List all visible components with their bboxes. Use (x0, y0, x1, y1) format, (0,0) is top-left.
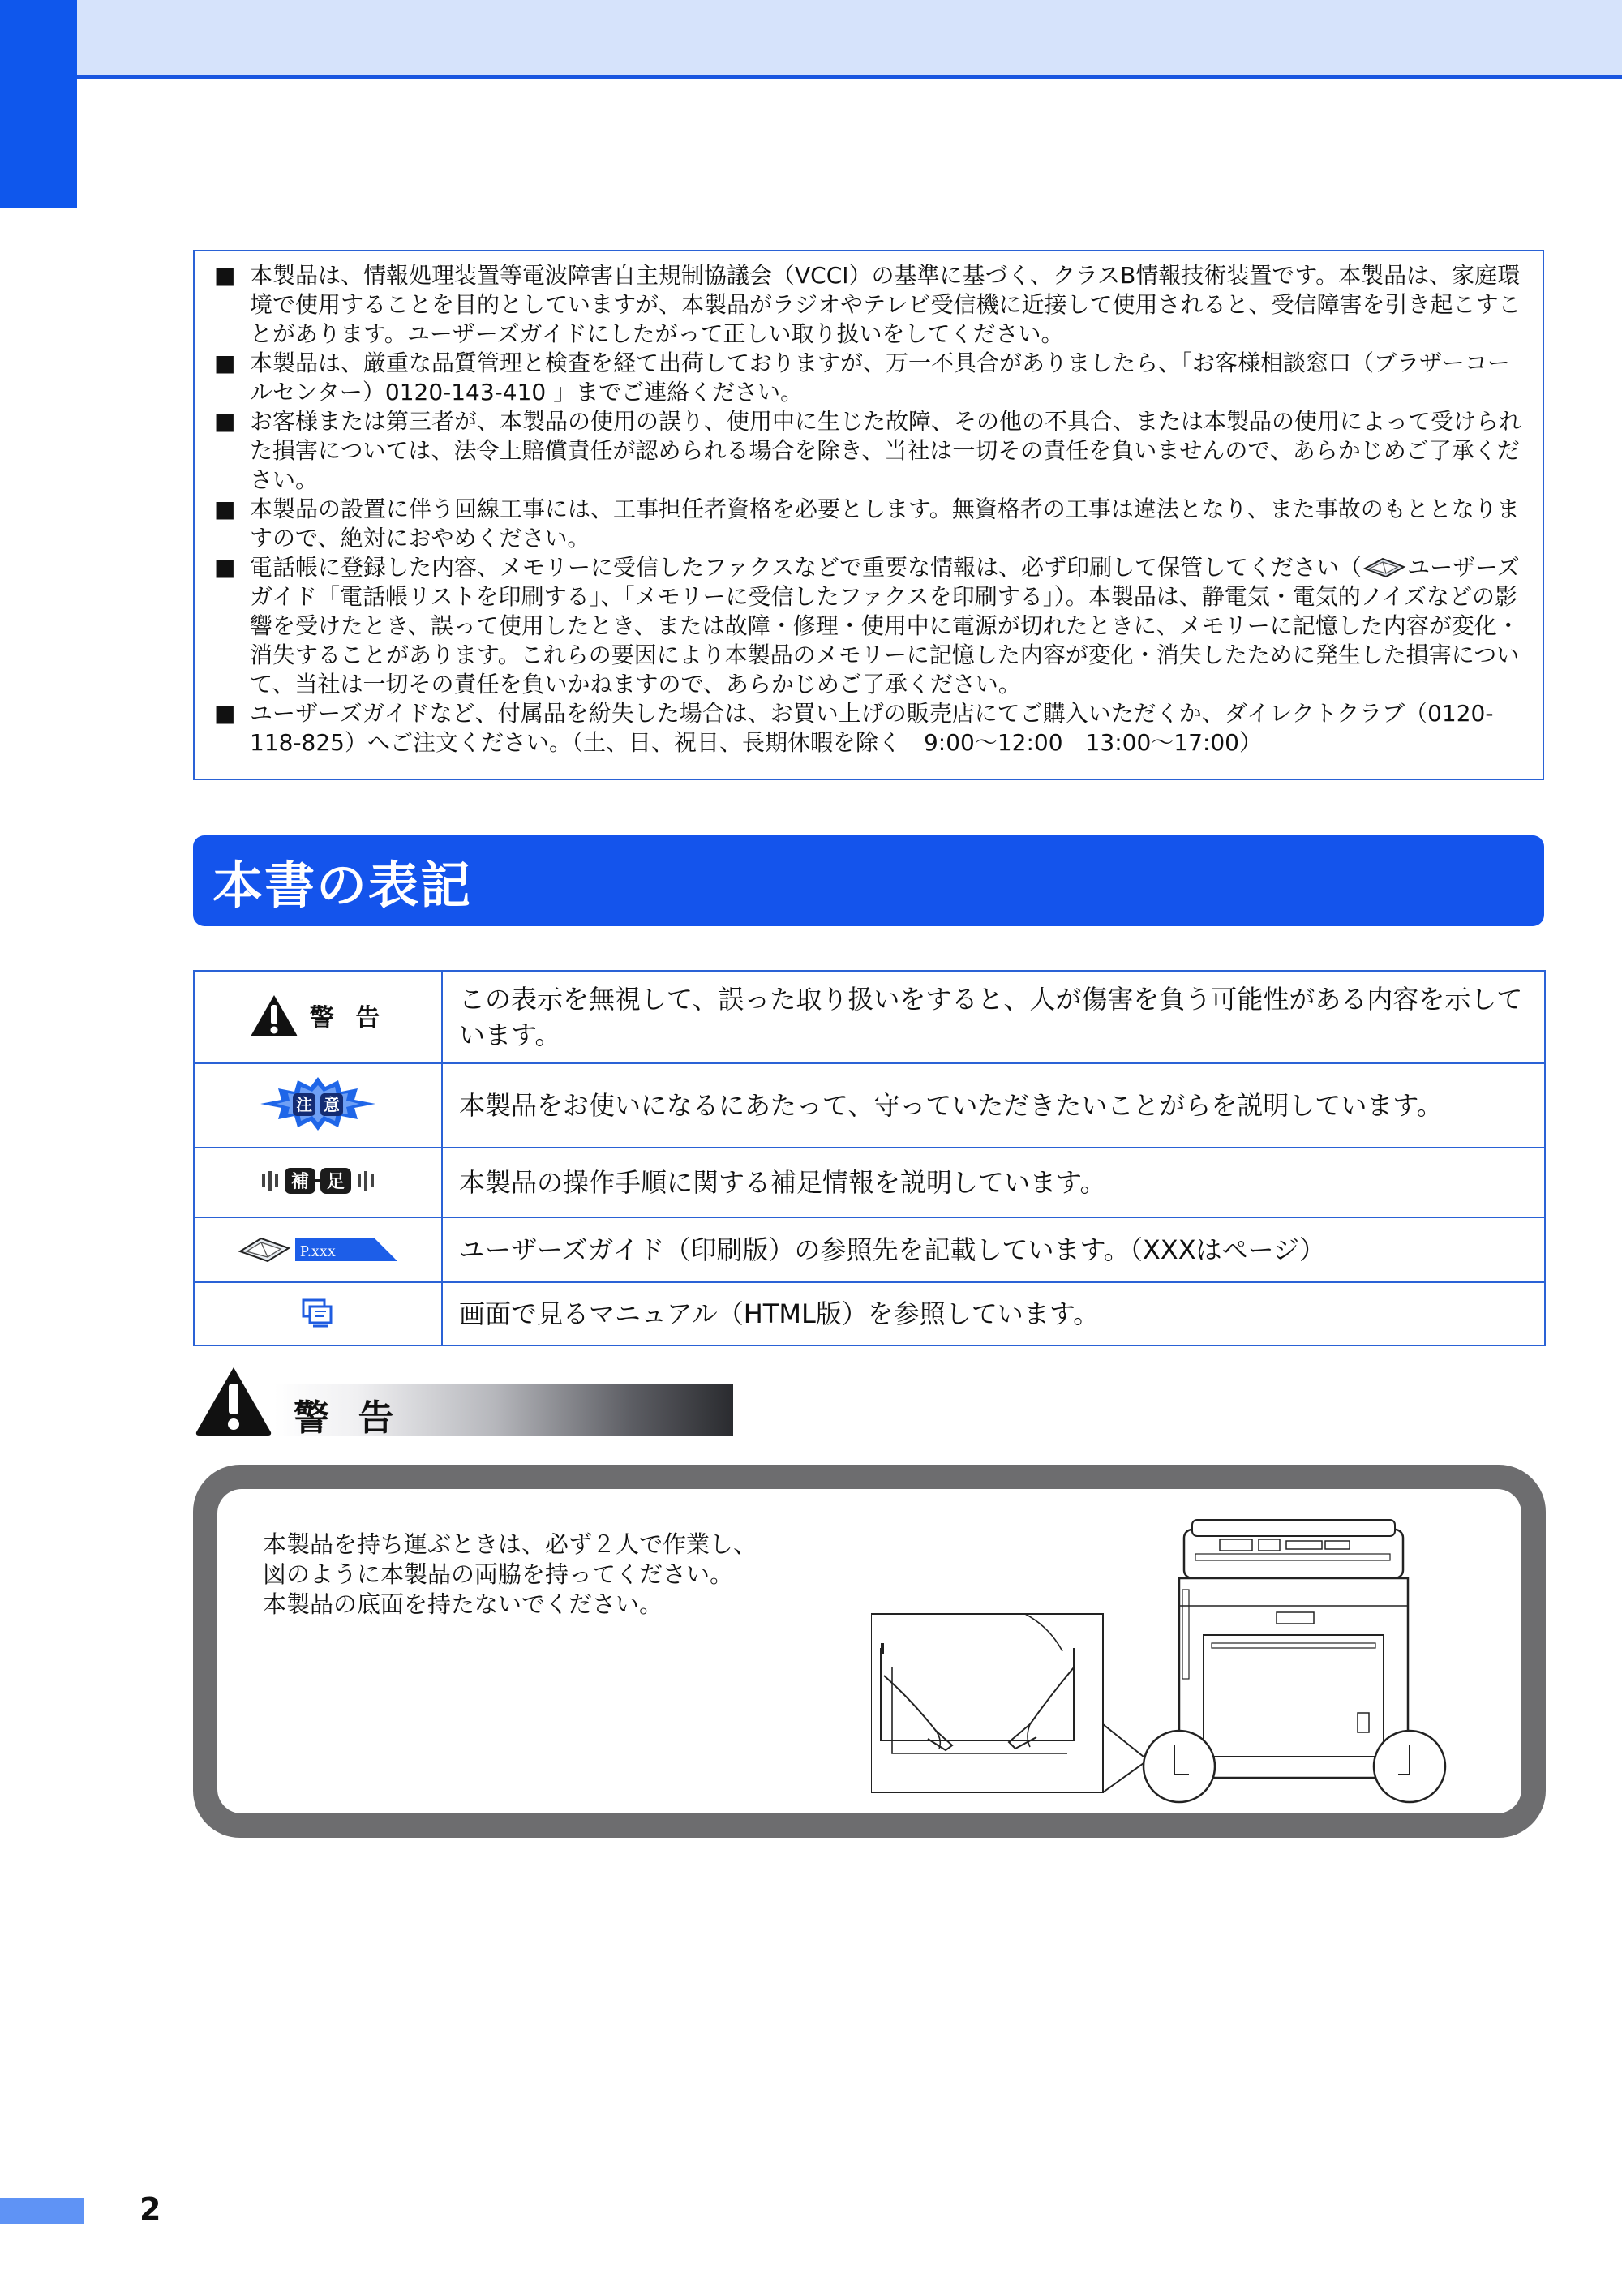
table-cell-desc: 本製品の操作手順に関する補足情報を説明しています。 (442, 1148, 1545, 1217)
warning-triangle-icon (193, 1364, 274, 1437)
table-cell-icon (194, 1063, 442, 1148)
printer-carry-illustration (871, 1505, 1504, 1813)
header-accent-block (0, 0, 77, 208)
notice-item (214, 495, 1530, 553)
bullet: ■ (214, 496, 236, 522)
warning-label (250, 994, 386, 1037)
table-cell-desc: 画面で見るマニュアル（HTML版）を参照しています。 (442, 1282, 1545, 1345)
table-cell-icon (194, 1217, 442, 1282)
bullet: ■ (214, 408, 236, 435)
notice-text-before: 電話帳に登録した内容、メモリーに受信したファクスなどで重要な情報は、必ず印刷して保管してください（ (250, 554, 1362, 581)
section-title: 本書の表記 (212, 856, 473, 915)
caution-char-2: 意 (324, 1095, 340, 1114)
footer-accent-block (0, 2198, 84, 2224)
section-heading (193, 835, 1544, 926)
notice-text (250, 553, 1530, 699)
screen-manual-icon (300, 1297, 336, 1328)
header-band (0, 0, 1622, 79)
bullet: ■ (214, 700, 236, 727)
caution-char-1: 注 (296, 1095, 312, 1114)
bullet: ■ (214, 554, 236, 581)
warning-triangle-icon (250, 994, 298, 1037)
notice-text: ユーザーズガイドなど、付属品を紛失した場合は、お買い上げの販売店にてご購入いただくか、ダイレクトクラブ（0120-118-825）へご注文ください。（土、日、祝日、長期休暇を除く 9:00〜12:00 13:00〜17:00） (250, 700, 1494, 756)
table-cell-desc: 本製品をお使いになるにあたって、守っていただきたいことがらを説明しています。 (442, 1063, 1545, 1148)
warning-banner (193, 1364, 733, 1442)
notice-text: 本製品の設置に伴う回線工事には、工事担任者資格を必要とします。無資格者の工事は違法となり、また事故のもととなりますので、絶対におやめください。 (250, 496, 1520, 551)
notice-item (214, 553, 1530, 699)
warning-box (193, 1465, 1546, 1838)
table-row (194, 1282, 1545, 1345)
notice-item (214, 407, 1530, 495)
warning-box-inner (217, 1489, 1521, 1813)
warning-label-text: 警 告 (309, 1004, 387, 1032)
bullet: ■ (214, 262, 236, 289)
supplement-icon (257, 1163, 379, 1199)
table-cell-icon (194, 1148, 442, 1217)
notice-item (214, 261, 1530, 349)
supplement-char-2: 足 (326, 1172, 345, 1192)
notice-item (214, 349, 1530, 407)
notice-text: 本製品は、厳重な品質管理と検査を経て出荷しておりますが、万一不具合がありましたら、「お客様相談窓口（ブラザーコールセンター）0120-143-410 」までご連絡ください。 (250, 350, 1511, 406)
supplement-char-1: 補 (290, 1172, 310, 1192)
page-number: 2 (139, 2191, 161, 2227)
table-row (194, 971, 1545, 1063)
table-cell-icon (194, 1282, 442, 1345)
table-row (194, 1217, 1545, 1282)
warning-line: 本製品の底面を持たないでください。 (263, 1590, 663, 1618)
notice-text: 本製品は、情報処理装置等電波障害自主規制協議会（VCCI）の基準に基づく、クラスB情報技術装置です。本製品は、家庭環境で使用することを目的としていますが、本製品がラジオやテレビ受信機に近接して使用されると、受信障害を引き起こすことがあります。ユーザーズガイドにしたがって正しい取り扱いをしてください。 (250, 262, 1521, 347)
table-cell-desc: ユーザーズガイド（印刷版）の参照先を記載しています。（XXXはページ） (442, 1217, 1545, 1282)
book-reference-icon (1362, 556, 1407, 578)
book-reference-icon (237, 1232, 399, 1264)
notice-text: お客様または第三者が、本製品の使用の誤り、使用中に生じた故障、その他の不具合、または本製品の使用によって受けられた損害については、法令上賠償責任が認められる場合を除き、当社は一切その責任を負いませんので、あらかじめご了承ください。 (250, 408, 1522, 493)
bullet: ■ (214, 350, 236, 376)
notice-item (214, 699, 1530, 757)
table-row (194, 1063, 1545, 1148)
notice-text-after: ユーザーズガイド「電話帳リストを印刷する」、「メモリーに受信したファクスを印刷する」）。本製品は、静電気・電気的ノイズなどの影響を受けたとき、誤って使用したとき、または故障・修理・使用中に電源が切れたときに、メモリーに記憶した内容が変化・消失することがあります。これらの要因により本製品のメモリーに記憶した内容が変化・消失したために発生した損害について、当社は一切その責任を負いかねますので、あらかじめご了承ください。 (250, 554, 1520, 697)
caution-burst-icon (257, 1075, 379, 1132)
notation-table (193, 970, 1546, 1346)
table-cell-desc: この表示を無視して、誤った取り扱いをすると、人が傷害を負う可能性がある内容を示しています。 (442, 971, 1545, 1063)
warning-line: 図のように本製品の両脇を持ってください。 (263, 1560, 734, 1588)
table-cell-icon (194, 971, 442, 1063)
warning-text (263, 1530, 757, 1620)
notice-box (193, 250, 1544, 780)
table-row (194, 1148, 1545, 1217)
page-reference-label: P.xxx (300, 1242, 336, 1260)
warning-title: 警 告 (294, 1397, 402, 1439)
warning-line: 本製品を持ち運ぶときは、必ず２人で作業し、 (263, 1530, 757, 1558)
